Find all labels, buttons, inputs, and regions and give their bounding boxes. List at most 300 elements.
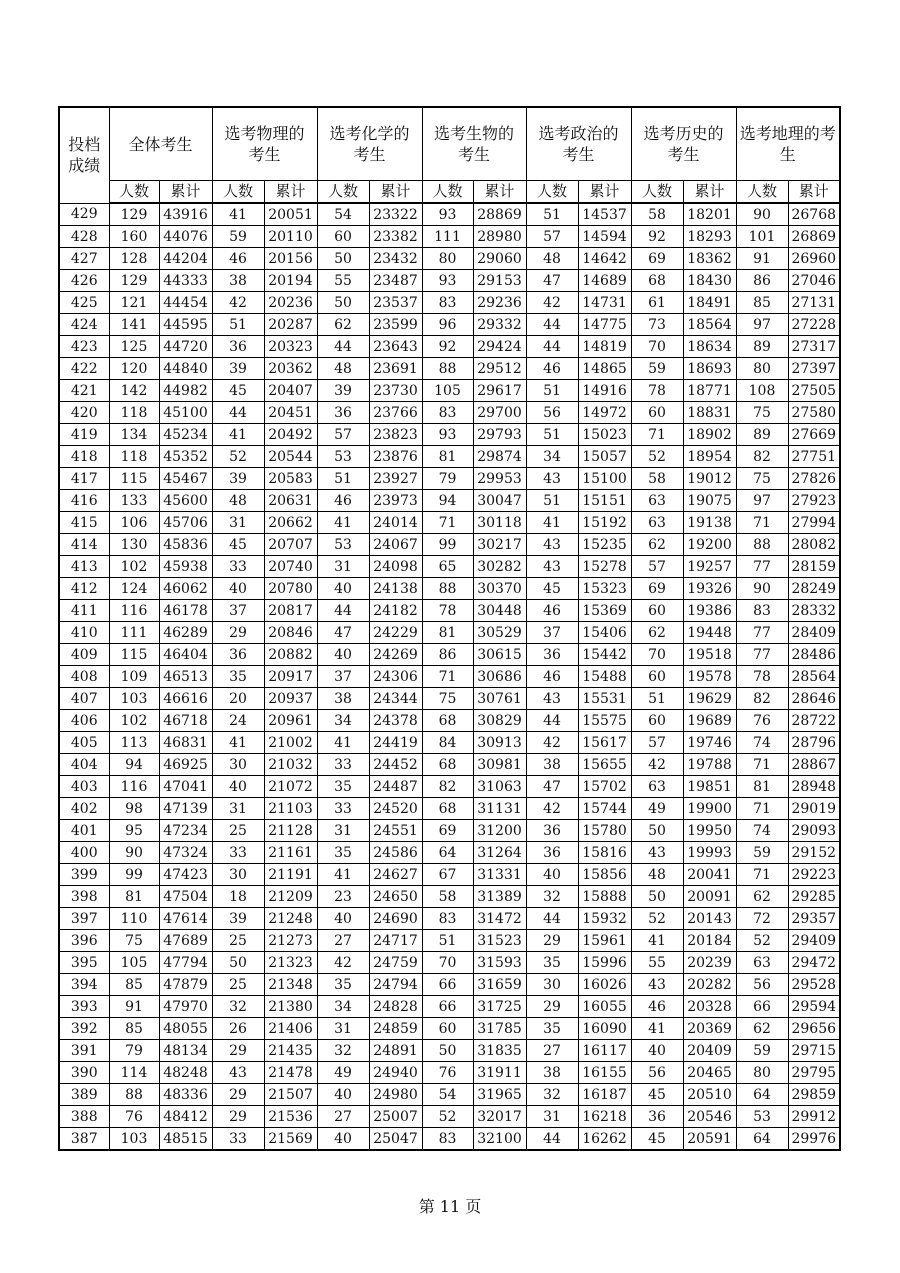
count-cell: 45 [631, 1128, 683, 1151]
cumulative-cell: 24828 [369, 996, 422, 1018]
count-cell: 55 [631, 952, 683, 974]
score-cell: 420 [59, 402, 109, 424]
count-cell: 46 [212, 248, 264, 270]
count-cell: 98 [109, 798, 159, 820]
cumulative-cell: 16262 [578, 1128, 631, 1151]
cumulative-cell: 21161 [264, 842, 317, 864]
count-cell: 31 [317, 820, 369, 842]
count-cell: 30 [212, 754, 264, 776]
count-cell: 45 [631, 1084, 683, 1106]
cumulative-cell: 31725 [473, 996, 526, 1018]
count-cell: 40 [526, 864, 578, 886]
score-cell: 405 [59, 732, 109, 754]
cumulative-cell: 20041 [683, 864, 736, 886]
count-cell: 71 [736, 512, 788, 534]
cumulative-cell: 20510 [683, 1084, 736, 1106]
count-cell: 47 [526, 776, 578, 798]
group-header-all [109, 107, 212, 181]
cumulative-cell: 29976 [788, 1128, 840, 1151]
table-row [59, 710, 840, 732]
count-cell: 71 [631, 424, 683, 446]
count-cell: 118 [109, 402, 159, 424]
cumulative-cell: 28869 [473, 203, 526, 226]
group-header-history [631, 107, 736, 181]
table-row [59, 776, 840, 798]
count-cell: 85 [109, 974, 159, 996]
cumulative-cell: 15617 [578, 732, 631, 754]
group-header-geography [736, 107, 840, 181]
score-cell: 410 [59, 622, 109, 644]
cumulative-cell: 18362 [683, 248, 736, 270]
count-cell: 40 [631, 1040, 683, 1062]
count-cell: 62 [631, 622, 683, 644]
count-cell: 71 [736, 754, 788, 776]
count-cell: 71 [736, 798, 788, 820]
count-cell: 76 [422, 1062, 473, 1084]
count-cell: 44 [212, 402, 264, 424]
cumulative-cell: 20546 [683, 1106, 736, 1128]
cumulative-cell: 47970 [159, 996, 212, 1018]
cumulative-cell: 28722 [788, 710, 840, 732]
count-column-header: 人数 [526, 181, 578, 204]
cumulative-cell: 44982 [159, 380, 212, 402]
count-cell: 59 [212, 226, 264, 248]
cumulative-cell: 18634 [683, 336, 736, 358]
cumulative-cell: 19788 [683, 754, 736, 776]
count-cell: 36 [631, 1106, 683, 1128]
cumulative-cell: 24759 [369, 952, 422, 974]
cumulative-cell: 46289 [159, 622, 212, 644]
score-cell: 399 [59, 864, 109, 886]
count-cell: 60 [631, 710, 683, 732]
cumulative-cell: 20591 [683, 1128, 736, 1151]
count-cell: 35 [317, 974, 369, 996]
table-row [59, 402, 840, 424]
cumulative-cell: 18293 [683, 226, 736, 248]
table-row [59, 886, 840, 908]
cumulative-column-header: 累计 [578, 181, 631, 204]
count-cell: 103 [109, 688, 159, 710]
count-cell: 46 [631, 996, 683, 1018]
cumulative-cell: 47423 [159, 864, 212, 886]
cumulative-cell: 45706 [159, 512, 212, 534]
cumulative-cell: 24182 [369, 600, 422, 622]
cumulative-cell: 20409 [683, 1040, 736, 1062]
count-cell: 89 [736, 424, 788, 446]
count-cell: 109 [109, 666, 159, 688]
score-cell: 408 [59, 666, 109, 688]
count-cell: 30 [526, 974, 578, 996]
count-cell: 52 [422, 1106, 473, 1128]
count-cell: 43 [631, 842, 683, 864]
count-cell: 41 [317, 512, 369, 534]
count-cell: 74 [736, 732, 788, 754]
count-cell: 23 [317, 886, 369, 908]
cumulative-cell: 47041 [159, 776, 212, 798]
score-cell: 418 [59, 446, 109, 468]
count-cell: 94 [422, 490, 473, 512]
cumulative-cell: 26869 [788, 226, 840, 248]
cumulative-cell: 16155 [578, 1062, 631, 1084]
cumulative-cell: 21273 [264, 930, 317, 952]
cumulative-cell: 29715 [788, 1040, 840, 1062]
count-cell: 110 [109, 908, 159, 930]
count-cell: 81 [736, 776, 788, 798]
cumulative-cell: 20846 [264, 622, 317, 644]
cumulative-cell: 18771 [683, 380, 736, 402]
count-cell: 42 [317, 952, 369, 974]
count-cell: 25 [212, 974, 264, 996]
cumulative-cell: 47879 [159, 974, 212, 996]
cumulative-cell: 23599 [369, 314, 422, 336]
cumulative-cell: 15531 [578, 688, 631, 710]
cumulative-cell: 29285 [788, 886, 840, 908]
cumulative-cell: 19851 [683, 776, 736, 798]
count-cell: 114 [109, 1062, 159, 1084]
cumulative-cell: 47794 [159, 952, 212, 974]
cumulative-cell: 29357 [788, 908, 840, 930]
cumulative-cell: 29700 [473, 402, 526, 424]
cumulative-cell: 30448 [473, 600, 526, 622]
count-cell: 53 [736, 1106, 788, 1128]
cumulative-cell: 20662 [264, 512, 317, 534]
cumulative-cell: 48515 [159, 1128, 212, 1151]
cumulative-cell: 15100 [578, 468, 631, 490]
cumulative-cell: 20282 [683, 974, 736, 996]
count-cell: 44 [526, 314, 578, 336]
cumulative-cell: 29512 [473, 358, 526, 380]
table-row [59, 446, 840, 468]
cumulative-cell: 15488 [578, 666, 631, 688]
table-row [59, 270, 840, 292]
count-cell: 51 [212, 314, 264, 336]
count-cell: 36 [526, 842, 578, 864]
cumulative-cell: 24138 [369, 578, 422, 600]
score-cell: 393 [59, 996, 109, 1018]
score-cell: 428 [59, 226, 109, 248]
cumulative-cell: 23876 [369, 446, 422, 468]
count-cell: 65 [422, 556, 473, 578]
count-cell: 40 [317, 908, 369, 930]
count-cell: 42 [526, 732, 578, 754]
count-cell: 90 [109, 842, 159, 864]
count-cell: 85 [736, 292, 788, 314]
cumulative-cell: 15816 [578, 842, 631, 864]
count-cell: 51 [526, 203, 578, 226]
cumulative-cell: 23432 [369, 248, 422, 270]
cumulative-cell: 27669 [788, 424, 840, 446]
table-row [59, 556, 840, 578]
count-cell: 41 [212, 203, 264, 226]
cumulative-cell: 24627 [369, 864, 422, 886]
table-row [59, 1106, 840, 1128]
count-cell: 57 [631, 732, 683, 754]
cumulative-cell: 44204 [159, 248, 212, 270]
cumulative-cell: 29153 [473, 270, 526, 292]
count-cell: 58 [631, 468, 683, 490]
count-cell: 73 [631, 314, 683, 336]
count-cell: 62 [317, 314, 369, 336]
count-cell: 141 [109, 314, 159, 336]
cumulative-cell: 45100 [159, 402, 212, 424]
count-cell: 59 [736, 1040, 788, 1062]
count-cell: 103 [109, 1128, 159, 1151]
cumulative-cell: 24980 [369, 1084, 422, 1106]
cumulative-cell: 28159 [788, 556, 840, 578]
cumulative-cell: 15278 [578, 556, 631, 578]
cumulative-cell: 29874 [473, 446, 526, 468]
count-cell: 93 [422, 203, 473, 226]
score-cell: 402 [59, 798, 109, 820]
count-cell: 46 [317, 490, 369, 512]
cumulative-cell: 27397 [788, 358, 840, 380]
table-row [59, 512, 840, 534]
cumulative-cell: 30829 [473, 710, 526, 732]
cumulative-cell: 21478 [264, 1062, 317, 1084]
count-cell: 30 [212, 864, 264, 886]
count-cell: 20 [212, 688, 264, 710]
count-cell: 85 [109, 1018, 159, 1040]
cumulative-column-header: 累计 [683, 181, 736, 204]
count-cell: 48 [212, 490, 264, 512]
cumulative-cell: 15744 [578, 798, 631, 820]
cumulative-cell: 24014 [369, 512, 422, 534]
cumulative-cell: 24940 [369, 1062, 422, 1084]
cumulative-cell: 44595 [159, 314, 212, 336]
cumulative-cell: 24690 [369, 908, 422, 930]
cumulative-cell: 21072 [264, 776, 317, 798]
count-cell: 54 [317, 203, 369, 226]
count-cell: 50 [317, 248, 369, 270]
cumulative-cell: 18831 [683, 402, 736, 424]
cumulative-cell: 21103 [264, 798, 317, 820]
score-cell: 392 [59, 1018, 109, 1040]
count-cell: 38 [212, 270, 264, 292]
count-cell: 118 [109, 446, 159, 468]
cumulative-cell: 29424 [473, 336, 526, 358]
cumulative-cell: 31659 [473, 974, 526, 996]
cumulative-cell: 29656 [788, 1018, 840, 1040]
cumulative-cell: 16026 [578, 974, 631, 996]
count-cell: 60 [631, 666, 683, 688]
count-cell: 43 [526, 534, 578, 556]
count-cell: 63 [631, 776, 683, 798]
count-cell: 83 [422, 1128, 473, 1151]
table-row [59, 534, 840, 556]
count-cell: 105 [422, 380, 473, 402]
count-cell: 49 [317, 1062, 369, 1084]
count-cell: 111 [109, 622, 159, 644]
count-cell: 29 [212, 1040, 264, 1062]
cumulative-cell: 24098 [369, 556, 422, 578]
group-header-politics-label: 选考政治的考生 [538, 124, 619, 164]
cumulative-cell: 18201 [683, 203, 736, 226]
count-cell: 102 [109, 710, 159, 732]
cumulative-cell: 18430 [683, 270, 736, 292]
cumulative-cell: 44720 [159, 336, 212, 358]
count-cell: 97 [736, 314, 788, 336]
count-cell: 31 [212, 512, 264, 534]
count-cell: 51 [526, 380, 578, 402]
count-cell: 96 [422, 314, 473, 336]
count-cell: 60 [631, 600, 683, 622]
count-cell: 58 [631, 203, 683, 226]
count-cell: 26 [212, 1018, 264, 1040]
cumulative-cell: 15192 [578, 512, 631, 534]
cumulative-cell: 20194 [264, 270, 317, 292]
count-cell: 86 [422, 644, 473, 666]
cumulative-cell: 24794 [369, 974, 422, 996]
count-cell: 71 [736, 864, 788, 886]
count-cell: 42 [526, 292, 578, 314]
count-cell: 120 [109, 358, 159, 380]
cumulative-cell: 20465 [683, 1062, 736, 1084]
cumulative-cell: 29332 [473, 314, 526, 336]
count-cell: 55 [317, 270, 369, 292]
count-cell: 36 [526, 644, 578, 666]
cumulative-cell: 14819 [578, 336, 631, 358]
cumulative-cell: 21348 [264, 974, 317, 996]
count-cell: 69 [631, 248, 683, 270]
count-cell: 41 [631, 930, 683, 952]
count-cell: 31 [317, 1018, 369, 1040]
count-cell: 36 [317, 402, 369, 424]
cumulative-cell: 24859 [369, 1018, 422, 1040]
cumulative-cell: 47689 [159, 930, 212, 952]
cumulative-cell: 31965 [473, 1084, 526, 1106]
count-cell: 43 [526, 556, 578, 578]
table-row [59, 248, 840, 270]
count-cell: 79 [422, 468, 473, 490]
cumulative-cell: 44076 [159, 226, 212, 248]
cumulative-cell: 30047 [473, 490, 526, 512]
cumulative-cell: 23766 [369, 402, 422, 424]
table-row [59, 1062, 840, 1084]
cumulative-cell: 45938 [159, 556, 212, 578]
count-cell: 56 [736, 974, 788, 996]
count-cell: 99 [422, 534, 473, 556]
cumulative-cell: 27994 [788, 512, 840, 534]
count-cell: 60 [317, 226, 369, 248]
cumulative-cell: 45234 [159, 424, 212, 446]
cumulative-cell: 28082 [788, 534, 840, 556]
cumulative-cell: 47614 [159, 908, 212, 930]
count-column-header: 人数 [109, 181, 159, 204]
count-cell: 75 [422, 688, 473, 710]
cumulative-cell: 16218 [578, 1106, 631, 1128]
cumulative-cell: 28980 [473, 226, 526, 248]
cumulative-cell: 20236 [264, 292, 317, 314]
count-cell: 31 [317, 556, 369, 578]
count-column-header: 人数 [736, 181, 788, 204]
table-row [59, 622, 840, 644]
cumulative-cell: 15702 [578, 776, 631, 798]
cumulative-cell: 23691 [369, 358, 422, 380]
table-row [59, 666, 840, 688]
count-cell: 89 [736, 336, 788, 358]
count-cell: 62 [736, 886, 788, 908]
count-cell: 90 [736, 203, 788, 226]
group-header-chemistry-label: 选考化学的考生 [329, 124, 410, 164]
cumulative-cell: 20156 [264, 248, 317, 270]
count-cell: 42 [526, 798, 578, 820]
cumulative-cell: 28409 [788, 622, 840, 644]
count-cell: 128 [109, 248, 159, 270]
count-cell: 47 [526, 270, 578, 292]
cumulative-cell: 21128 [264, 820, 317, 842]
cumulative-cell: 31472 [473, 908, 526, 930]
score-cell: 422 [59, 358, 109, 380]
count-cell: 51 [526, 490, 578, 512]
count-cell: 102 [109, 556, 159, 578]
cumulative-cell: 29594 [788, 996, 840, 1018]
count-cell: 80 [736, 358, 788, 380]
count-cell: 108 [736, 380, 788, 402]
count-cell: 44 [526, 1128, 578, 1151]
cumulative-cell: 46062 [159, 578, 212, 600]
count-cell: 83 [736, 600, 788, 622]
cumulative-cell: 29617 [473, 380, 526, 402]
cumulative-cell: 20051 [264, 203, 317, 226]
count-column-header: 人数 [631, 181, 683, 204]
cumulative-cell: 18902 [683, 424, 736, 446]
count-cell: 116 [109, 776, 159, 798]
cumulative-cell: 28332 [788, 600, 840, 622]
cumulative-cell: 20328 [683, 996, 736, 1018]
cumulative-cell: 19746 [683, 732, 736, 754]
count-cell: 34 [317, 996, 369, 1018]
table-row [59, 842, 840, 864]
count-cell: 97 [736, 490, 788, 512]
count-cell: 45 [212, 534, 264, 556]
count-cell: 39 [212, 468, 264, 490]
cumulative-cell: 23973 [369, 490, 422, 512]
count-cell: 134 [109, 424, 159, 446]
count-cell: 125 [109, 336, 159, 358]
cumulative-cell: 31200 [473, 820, 526, 842]
count-cell: 44 [526, 336, 578, 358]
header-group-row [59, 107, 840, 181]
table-row [59, 490, 840, 512]
cumulative-cell: 20631 [264, 490, 317, 512]
table-row [59, 952, 840, 974]
count-cell: 52 [631, 908, 683, 930]
count-cell: 76 [736, 710, 788, 732]
cumulative-cell: 19257 [683, 556, 736, 578]
cumulative-cell: 14642 [578, 248, 631, 270]
count-cell: 27 [317, 1106, 369, 1128]
table-row [59, 226, 840, 248]
cumulative-cell: 46925 [159, 754, 212, 776]
count-cell: 45 [526, 578, 578, 600]
count-cell: 44 [526, 710, 578, 732]
count-cell: 83 [422, 908, 473, 930]
cumulative-cell: 21209 [264, 886, 317, 908]
count-cell: 115 [109, 468, 159, 490]
cumulative-cell: 19138 [683, 512, 736, 534]
count-cell: 27 [526, 1040, 578, 1062]
count-cell: 38 [317, 688, 369, 710]
table-row [59, 1018, 840, 1040]
count-cell: 32 [526, 1084, 578, 1106]
count-cell: 77 [736, 622, 788, 644]
cumulative-cell: 45600 [159, 490, 212, 512]
cumulative-cell: 27317 [788, 336, 840, 358]
count-cell: 18 [212, 886, 264, 908]
cumulative-cell: 14865 [578, 358, 631, 380]
cumulative-cell: 19993 [683, 842, 736, 864]
score-cell: 419 [59, 424, 109, 446]
